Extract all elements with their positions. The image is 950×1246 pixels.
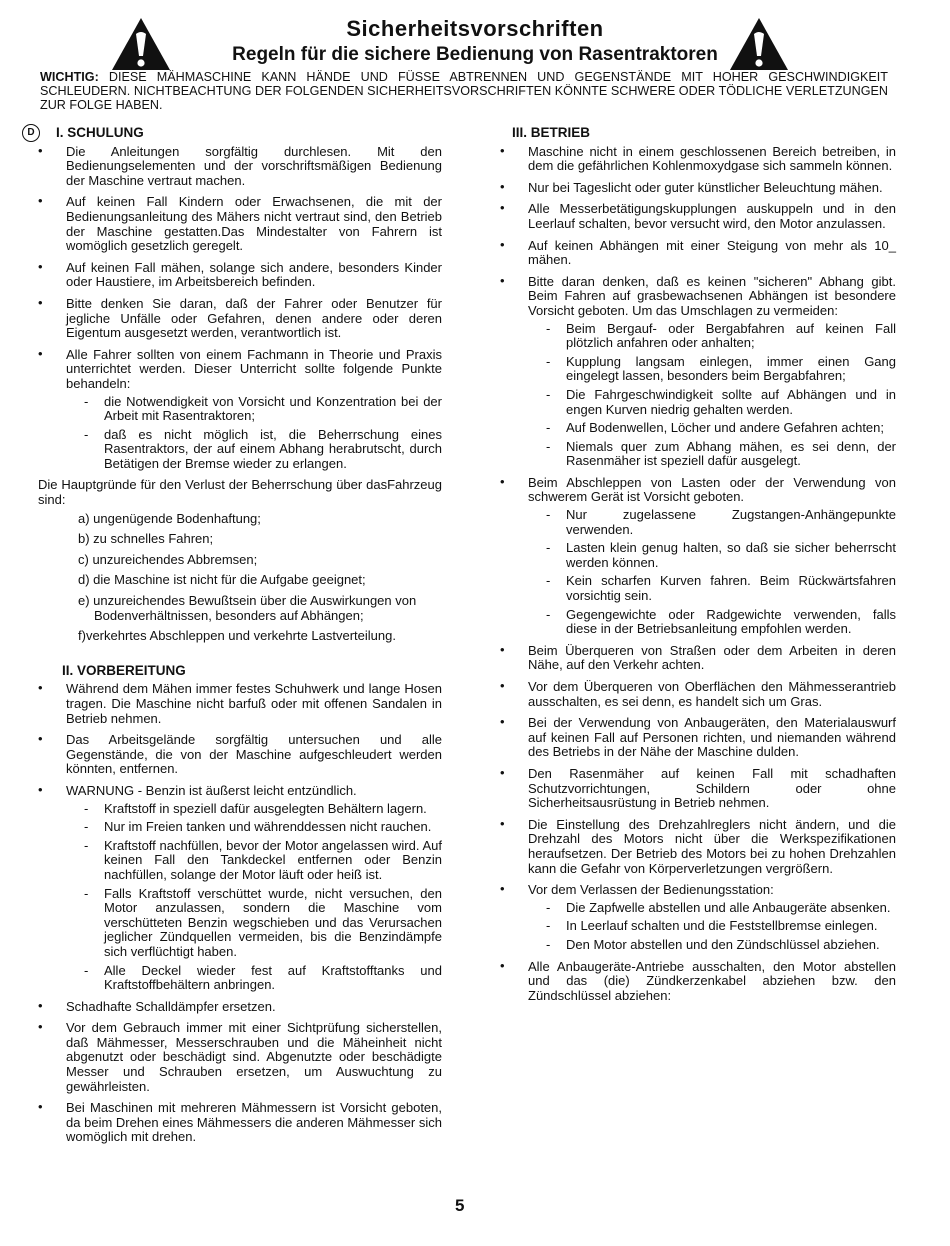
dash-item: - die Notwendigkeit von Vorsicht und Konzentration bei der Arbeit mit Rasentraktoren; <box>80 395 442 424</box>
list-item: • Vor dem Gebrauch immer mit einer Sichtprüfung sicherstellen, daß Mähmesser, Messerschrauben und die Mäheinheit nicht abgenutzt oder beschädigt sind. Abgenutzte oder beschädigte Messer und Schrauben ersetzen, um Auswuchtung zu gewährleisten. <box>38 1021 442 1094</box>
list-item: • Schadhafte Schalldämpfer ersetzen. <box>38 1000 442 1015</box>
intro-text: DIESE MÄHMASCHINE KANN HÄNDE UND FÜSSE ABTRENNEN UND GEGENSTÄNDE MIT HOHER GESCHWINDIGKEIT SCHLEUDERN. NICHTBEACHTUNG DER FOLGENDEN SICHERHEITSVORSCHRIFTEN KÖNNTE SCHWERE ODER TÖDLICHE VERLETZUNGEN ZUR FOLGE HABEN. <box>40 70 888 113</box>
dash-item: - In Leerlauf schalten und die Feststellbremse einlegen. <box>542 919 896 934</box>
list-item: • Nur bei Tageslicht oder guter künstlicher Beleuchtung mähen. <box>500 181 896 196</box>
alpha-item: c) unzureichendes Abbremsen; <box>78 551 258 567</box>
intro-warning <box>40 70 888 113</box>
bullet-list <box>38 145 442 472</box>
list-item: • Das Arbeitsgelände sorgfältig untersuchen und alle Gegenstände, die von der Maschine aufgeschleudert werden könnten, entfernen. <box>38 733 442 777</box>
list-item: • Auf keinen Abhängen mit einer Steigung von mehr als 10_ mähen. <box>500 239 896 268</box>
list-item: • Die Anleitungen sorgfältig durchlesen. Mit den Bedienungselementen und der vorschriftsmäßigen Bedienung der Maschine vertraut machen. <box>38 145 442 189</box>
dash-list <box>528 508 896 637</box>
item-text: Beim Abschleppen von Lasten oder der Verwendung von schwerem Gerät ist Vorsicht geboten. <box>528 474 896 505</box>
list-item <box>500 476 896 637</box>
list-item: • Auf keinen Fall mähen, solange sich andere, besonders Kinder oder Haustiere, im Arbeitsbereich befinden. <box>38 261 442 290</box>
list-item: • Vor dem Überqueren von Oberflächen den Mähmesserantrieb ausschalten, es sei denn, es handelt sich um Gras. <box>500 680 896 709</box>
item-text: WARNUNG - Benzin ist äußerst leicht entzündlich. <box>66 782 357 798</box>
paragraph: Die Hauptgründe für den Verlust der Beherrschung über dasFahrzeug sind: <box>38 477 442 508</box>
page-number: 5 <box>455 1196 465 1215</box>
list-item: • Alle Messerbetätigungskupplungen auskuppeln und in den Leerlauf schalten, bevor versucht wird, den Motor anzulassen. <box>500 202 896 231</box>
alpha-item: f)verkehrtes Abschleppen und verkehrte Lastverteilung. <box>78 628 396 644</box>
dash-item: - Nur zugelassene Zugstangen-Anhängepunkte verwenden. <box>542 508 896 537</box>
list-item: • Maschine nicht in einem geschlossenen Bereich betreiben, in dem die gefährlichen Kohlenmoxydgase sich sammeln können. <box>500 145 896 174</box>
dash-item: - Auf Bodenwellen, Löcher und andere Gefahren achten; <box>542 421 896 436</box>
dash-list <box>66 802 442 993</box>
right-column <box>500 126 896 1010</box>
section-title: II. VORBEREITUNG <box>62 662 186 678</box>
section-heading <box>27 125 442 141</box>
list-item: • Alle Anbaugeräte-Antriebe ausschalten, den Motor abstellen und das (die) Zündkerzenkabel abziehen bzw. den Zündschlüssel abziehen: <box>500 960 896 1004</box>
list-item: • Auf keinen Fall Kindern oder Erwachsenen, die mit der Bedienungsanleitung des Mähers nicht vertraut sind, den Betrieb der Maschine gestatten.Das Mindestalter von Fahrern ist womöglich gesetzlich geregelt. <box>38 195 442 253</box>
dash-item: - Die Zapfwelle abstellen und alle Anbaugeräte absenken. <box>542 901 896 916</box>
left-column <box>27 125 442 1152</box>
dash-item: - Die Fahrgeschwindigkeit sollte auf Abhängen und in engen Kurven niedrig gehalten werden. <box>542 388 896 417</box>
list-item: • Die Einstellung des Drehzahlreglers nicht ändern, und die Drehzahl des Motors nicht über die Werkspezifikationen heraufsetzen. Der Betrieb des Motors bei zu hohen Drehzahlen kann die Gefahr von Körperverletzungen vergrößern. <box>500 818 896 876</box>
alpha-item: b) zu schnelles Fahren; <box>78 531 214 547</box>
dash-list <box>66 395 442 472</box>
list-item: • Bei Maschinen mit mehreren Mähmessern ist Vorsicht geboten, da beim Drehen eines Mähmessers die anderen Mähmesser sich womöglich mit drehen. <box>38 1101 442 1145</box>
item-text: Bitte daran denken, daß es keinen "sicheren" Abhang gibt. Beim Fahren auf grasbewachsenen Abhängen ist besondere Vorsicht geboten. Um das Umschlagen zu vermeiden: <box>528 273 896 318</box>
list-item <box>38 784 442 993</box>
language-badge: D <box>22 124 40 142</box>
dash-item: - Den Motor abstellen und den Zündschlüssel abziehen. <box>542 938 896 953</box>
list-item <box>500 275 896 469</box>
dash-item: - daß es nicht möglich ist, die Beherrschung eines Rasentraktors, der auf einem Abhang herabrutscht, durch Betätigen der Bremse wieder zu erlangen. <box>80 428 442 472</box>
bullet-list <box>38 682 442 1145</box>
section-title: I. SCHULUNG <box>56 125 144 140</box>
dash-item: - Alle Deckel wieder fest auf Kraftstofftanks und Kraftstoffbehältern anbringen. <box>80 964 442 993</box>
item-text: Alle Fahrer sollten von einem Fachmann in Theorie und Praxis unterrichtet werden. Dieser Unterricht sollte folgende Punkte behandeln: <box>66 346 442 391</box>
warning-triangle-icon <box>728 16 790 72</box>
dash-item: - Nur im Freien tanken und währenddessen nicht rauchen. <box>80 820 442 835</box>
dash-item: - Niemals quer zum Abhang mähen, es sei denn, der Rasenmäher ist speziell dafür ausgelegt. <box>542 440 896 469</box>
alpha-item: e) unzureichendes Bewußtsein über die Auswirkungen von Bodenverhältnissen, besonders auf Abhängen; <box>78 593 417 623</box>
list-item: • Während dem Mähen immer festes Schuhwerk und lange Hosen tragen. Die Maschine nicht barfuß oder mit offenen Sandalen in Betrieb nehmen. <box>38 682 442 726</box>
list-item: • Beim Überqueren von Straßen oder dem Arbeiten in deren Nähe, auf den Verkehr achten. <box>500 644 896 673</box>
dash-item: - Kraftstoff in speziell dafür ausgelegten Behältern lagern. <box>80 802 442 817</box>
dash-list <box>528 322 896 469</box>
page-title: Sicherheitsvorschriften <box>346 16 604 41</box>
dash-item: - Kupplung langsam einlegen, immer einen Gang eingelegt lassen, besonders beim Bergabfahren; <box>542 355 896 384</box>
list-item <box>500 883 896 952</box>
dash-list <box>528 901 896 953</box>
list-item: • Bei der Verwendung von Anbaugeräten, den Materialauswurf auf keinen Fall auf Personen richten, und niemanden während des Betriebs in der Nähe der Maschine dulden. <box>500 716 896 760</box>
alpha-item: a) ungenügende Bodenhaftung; <box>78 510 261 526</box>
dash-item: - Gegengewichte oder Radgewichte verwenden, falls diese in der Betriebsanleitung empfohlen werden. <box>542 608 896 637</box>
dash-item: - Falls Kraftstoff verschüttet wurde, nicht versuchen, den Motor anzulassen, sondern die Maschine vom verschütteten Benzin wegschieben und das Verursachen jeglicher Zündquellen vermeiden, bis die Benzindämpfe sich verflüchtigt haben. <box>80 887 442 960</box>
alpha-item: d) die Maschine ist nicht für die Aufgabe geeignet; <box>78 572 366 588</box>
dash-item: - Kraftstoff nachfüllen, bevor der Motor angelassen wird. Auf keinen Fall den Tankdeckel entfernen oder Benzin nachfüllen, solange der Motor läuft oder heiß ist. <box>80 839 442 883</box>
dash-item: - Lasten klein genug halten, so daß sie sicher beherrscht werden können. <box>542 541 896 570</box>
section-title: III. BETRIEB <box>512 125 591 140</box>
list-item: • Den Rasenmäher auf keinen Fall mit schadhaften Schutzvorrichtungen, Schildern oder ohne Sicherheitsausrüstung in Betrieb nehmen. <box>500 767 896 811</box>
bullet-list <box>500 145 896 1004</box>
item-text: Vor dem Verlassen der Bedienungsstation: <box>528 882 774 898</box>
page-subtitle: Regeln für die sichere Bedienung von Rasentraktoren <box>232 44 718 65</box>
alpha-list <box>38 512 442 624</box>
list-item: • Bitte denken Sie daran, daß der Fahrer oder Benutzer für jegliche Unfälle oder Gefahren, denen andere oder deren Eigentum ausgesetzt werden, verantwortlich ist. <box>38 297 442 341</box>
dash-item: - Kein scharfen Kurven fahren. Beim Rückwärtsfahren vorsichtig sein. <box>542 574 896 603</box>
page-header <box>0 12 950 74</box>
intro-label: WICHTIG: <box>40 70 99 84</box>
dash-item: - Beim Bergauf- oder Bergabfahren auf keinen Fall plötzlich anfahren oder anhalten; <box>542 322 896 351</box>
list-item <box>38 348 442 472</box>
